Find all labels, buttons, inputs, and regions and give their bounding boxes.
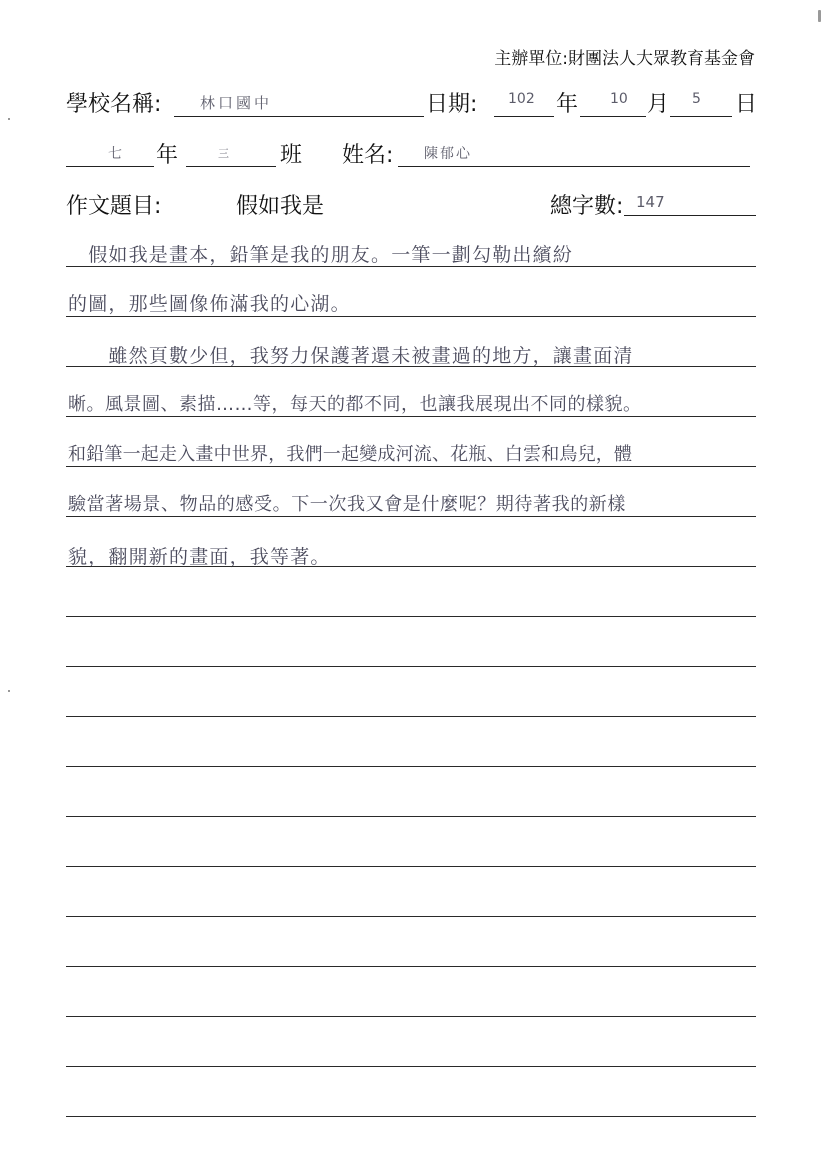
- ruled-line: [66, 666, 756, 667]
- school-name-label: 學校名稱:: [66, 92, 162, 117]
- date-day-value: 5: [692, 91, 701, 107]
- name-underline: [398, 166, 750, 167]
- organizer-line: 主辦單位:財團法人大眾教育基金會: [494, 49, 755, 69]
- date-month-label: 月: [647, 92, 670, 117]
- ruled-line: [66, 1116, 756, 1117]
- ruled-line: [66, 316, 756, 317]
- ruled-line: [66, 466, 756, 467]
- ruled-line: [66, 1066, 756, 1067]
- ruled-line: [66, 966, 756, 967]
- name-value: 陳郁心: [424, 146, 472, 162]
- grade-value: 七: [108, 146, 122, 162]
- date-year-label: 年: [556, 92, 579, 117]
- grade-underline: [66, 166, 154, 167]
- essay-line: 晰。風景圖、素描……等，每天的都不同，也讓我展現出不同的樣貌。: [68, 394, 642, 415]
- date-label: 日期:: [426, 92, 478, 117]
- class-underline: [186, 166, 276, 167]
- ruled-line: [66, 766, 756, 767]
- ruled-line: [66, 416, 756, 417]
- school-name-value: 林口國中: [200, 94, 273, 112]
- ruled-line: [66, 866, 756, 867]
- scan-speck: [8, 690, 10, 692]
- date-year-value: 102: [508, 91, 535, 107]
- date-day-underline: [670, 116, 732, 117]
- ruled-line: [66, 816, 756, 817]
- essay-line: 的圖，那些圖像佈滿我的心湖。: [68, 293, 351, 315]
- ruled-line: [66, 916, 756, 917]
- ruled-line: [66, 366, 756, 367]
- ruled-line: [66, 566, 756, 567]
- date-month-underline: [580, 116, 646, 117]
- ruled-line: [66, 516, 756, 517]
- essay-line: 假如我是畫本，鉛筆是我的朋友。一筆一劃勾勒出繽紛: [68, 244, 574, 266]
- essay-line: 貌，翻開新的畫面，我等著。: [68, 546, 331, 568]
- ruled-line: [66, 616, 756, 617]
- topic-label: 作文題目:: [66, 194, 162, 219]
- scan-speck: [8, 118, 10, 120]
- ruled-line: [66, 266, 756, 267]
- ruled-line: [66, 716, 756, 717]
- word-count-label: 總字數:: [550, 194, 624, 219]
- class-label: 班: [280, 143, 303, 168]
- date-month-value: 10: [610, 91, 628, 107]
- school-name-underline: [174, 116, 424, 117]
- word-count-underline: [624, 215, 756, 216]
- essay-line: 和鉛筆一起走入畫中世界，我們一起變成河流、花瓶、白雲和鳥兒，體: [68, 444, 633, 465]
- grade-label: 年: [156, 143, 179, 168]
- class-value: 三: [218, 147, 229, 160]
- ruled-line: [66, 1016, 756, 1017]
- essay-line: 驗當著場景、物品的感受。下一次我又會是什麼呢？期待著我的新樣: [68, 494, 626, 515]
- word-count-value: 147: [636, 193, 665, 211]
- date-year-underline: [494, 116, 554, 117]
- date-day-label: 日: [735, 92, 758, 117]
- name-label: 姓名:: [342, 143, 394, 168]
- essay-line: 雖然頁數少但，我努力保護著還未被畫過的地方，讓畫面清: [68, 345, 634, 367]
- scan-speck: [818, 10, 821, 22]
- topic-value: 假如我是: [236, 194, 325, 219]
